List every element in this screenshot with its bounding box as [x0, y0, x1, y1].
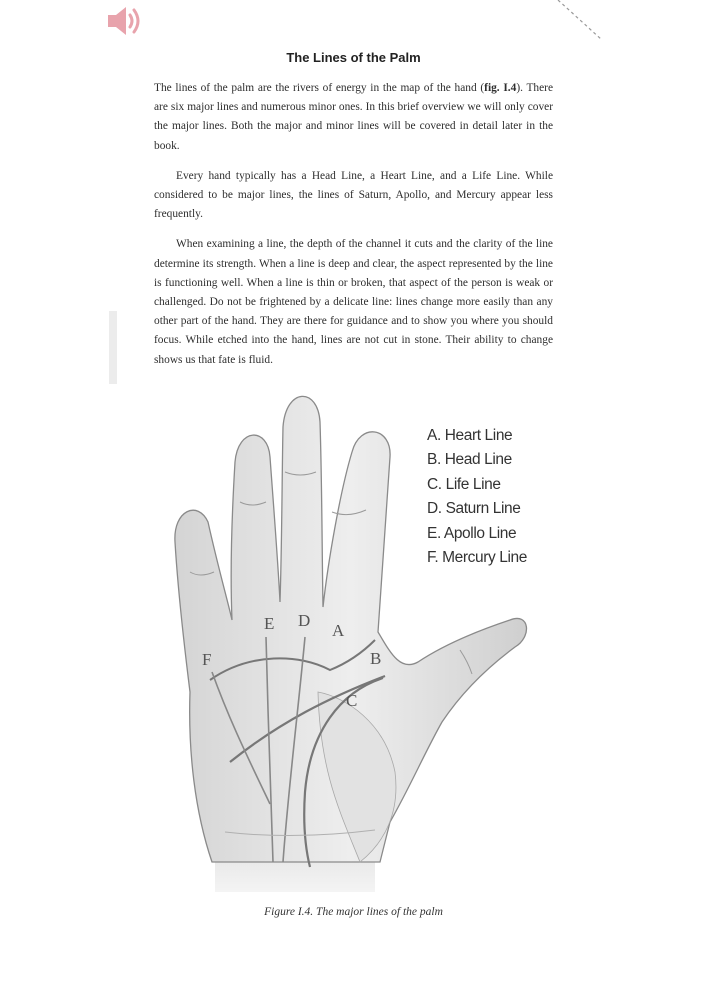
page-corner-fold [556, 0, 616, 45]
label-e: E [264, 614, 275, 633]
body-text [154, 79, 553, 381]
label-f: F [202, 650, 212, 669]
legend-apollo-line: E. Apollo Line [427, 524, 517, 542]
legend-mercury-line: F. Mercury Line [427, 549, 527, 567]
paragraph-1-start: The lines of the palm are the rivers of energy in the map of the hand ( [154, 82, 485, 94]
legend-life-line: C. Life Line [427, 475, 501, 493]
paragraph-1-end: ). There are six major lines and numerous minor ones. In this brief overview we will only cover the major lines. Both the major and minor lines will be covered in detail later in the book. [154, 82, 554, 152]
figure-caption: Figure I.4. The major lines of the palm [264, 906, 443, 918]
label-d: D [298, 611, 311, 630]
legend-head-line: B. Head Line [427, 451, 512, 469]
legend-heart-line: A. Heart Line [427, 427, 513, 444]
label-a: A [332, 621, 345, 640]
paragraph-2: Every hand typically has a Head Line, a Heart Line, and a Life Line. While considered to be major lines, the lines of Saturn, Apollo, and Mercury appear less frequently. [154, 169, 553, 221]
label-c: C [346, 691, 358, 710]
paragraph-1 [154, 79, 553, 156]
speaker-icon[interactable] [106, 4, 144, 38]
figure-legend [427, 424, 527, 570]
figure-reference: fig. I.4 [484, 82, 517, 94]
paragraph-3: When examining a line, the depth of the channel it cuts and the clarity of the line determine its strength. When a line is deep and clear, the aspect represented by the line is functioning well. When a line is thin or broken, that aspect of the person is weak or challenged. Do not be frightened by a delicate line: lines change more easily than any other part of the hand. They are there for guidance and to show you where you should focus. While etched into the hand, lines are not cut in stone. Their ability to change shows us that fate is fluid. [154, 238, 553, 366]
label-b: B [370, 649, 382, 668]
page-title: The Lines of the Palm [286, 50, 421, 65]
legend-saturn-line: D. Saturn Line [427, 500, 521, 518]
margin-marker [109, 311, 117, 384]
